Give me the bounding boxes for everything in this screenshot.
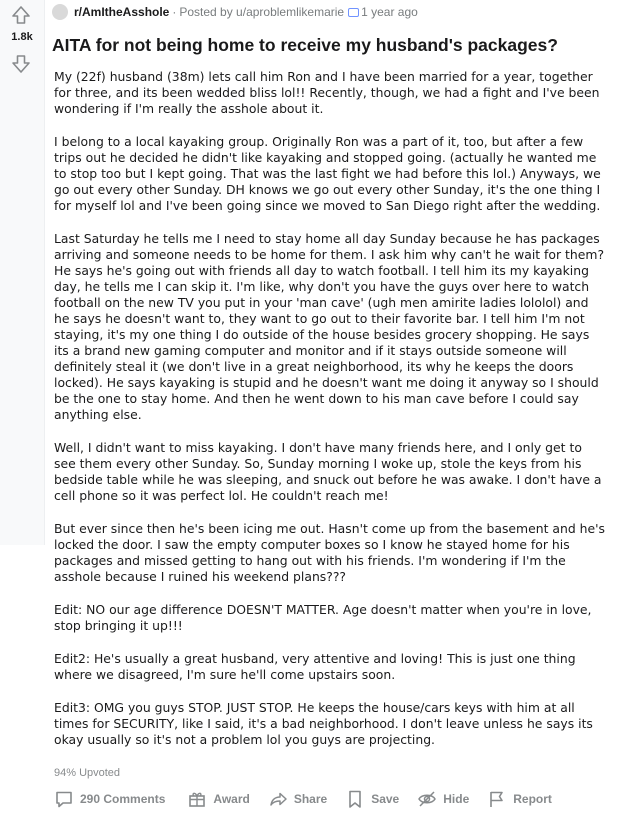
post-paragraph: Last Saturday he tells me I need to stay home all day Sunday because he has packages arriving and someone needs to be home for them. I ask him why can't he wait for them? He says he's going out with friends all day to watch football. I tell him its my kayaking day, he tells me I can skip it. I'm like, why don't you have the guys over here to watch football on the new TV you put in your 'man cave' (ugh men amirite ladies lololol) and he says he doesn't want to, they want to go out to their favorite bar. I tell him I'm not staying, it's my one thing I do outside of the house besides grocery shopping. He says its a brand new gaming computer and monitor and if it stays outside someone will definitely steal it (we don't live in a great neighborhood, its why he keeps the doors locked). He says kayaking is stupid and he doesn't want me doing it anyway so I should be the one to stay home. And then he went down to his man cave before I could say anything else. <box>54 231 605 422</box>
flag-icon <box>487 789 507 809</box>
post-paragraph: Well, I didn't want to miss kayaking. I don't have many friends here, and I only get to see them every other Sunday. So, Sunday morning I woke up, stole the keys from his bedside table while he was sleeping, and snuck out before he was awake. I don't have a cell phone so it was perfect lol. He couldn't reach me! <box>54 440 602 503</box>
downvote-button[interactable] <box>10 53 32 75</box>
vote-score: 1.8k <box>11 31 33 43</box>
post-paragraph: I belong to a local kayaking group. Originally Ron was a part of it, too, but after a few trips out he decided he didn't like kayaking and stopped going. (actually he wanted me to stop too but I kept going. That was the last fight we had before this lol.) Anyways, we go out every other Sunday. DH knows we go out every other Sunday, it's the one thing I for myself lol and I've been going since we moved to San Diego right after the wedding. <box>54 134 601 213</box>
share-arrow-icon <box>268 789 288 809</box>
post-paragraph: Edit3: OMG you guys STOP. JUST STOP. He keeps the house/cars keys with him at all times for SECURITY, like I said, it's a bad neighborhood. I don't leave unless he says its okay usually so it's not a problem lol you guys are projecting. <box>54 700 593 747</box>
post-age[interactable]: 1 year ago <box>361 5 418 19</box>
post-title[interactable]: AITA for not being home to receive my husband's packages? <box>52 35 558 55</box>
upvoted-percentage: 94% Upvoted <box>54 767 121 779</box>
save-label: Save <box>371 792 400 806</box>
gift-icon <box>187 789 207 809</box>
comments-label: 290 Comments <box>80 792 166 806</box>
downvote-arrow-icon <box>11 54 31 74</box>
post-meta <box>52 2 418 22</box>
post-body <box>54 69 607 765</box>
save-button[interactable] <box>345 789 399 809</box>
report-button[interactable] <box>487 789 552 809</box>
share-label: Share <box>293 792 328 806</box>
post-paragraph: My (22f) husband (38m) lets call him Ron and I have been married for a year, together for three, and its been wedded bliss lol!! Recently, though, we had a fight and I've been wondering if I'm really the asshole about it. <box>54 69 600 116</box>
post-paragraph: But ever since then he's been icing me out. Hasn't come up from the basement and he's locked the door. I saw the empty computer boxes so I know he stayed home for his packages and missed getting to hang out with his friends. I'm wondering if I'm the asshole because I ruined his weekend plans??? <box>54 521 605 584</box>
upvote-button[interactable] <box>10 4 32 26</box>
comments-button[interactable] <box>54 789 165 809</box>
post-actions-bar <box>54 786 570 812</box>
comment-bubble-icon <box>54 789 74 809</box>
report-label: Report <box>513 792 552 806</box>
subreddit-link[interactable]: r/AmItheAsshole <box>74 5 170 19</box>
post-paragraph: Edit: NO our age difference DOESN'T MATTER. Age doesn't matter when you're in love, stop bringing it up!!! <box>54 602 592 633</box>
eye-slash-icon <box>417 789 437 809</box>
meta-separator: · <box>172 5 177 19</box>
share-button[interactable] <box>268 789 327 809</box>
hide-label: Hide <box>443 792 470 806</box>
award-label: Award <box>213 792 250 806</box>
posted-by[interactable]: Posted by u/aproblemlikemarie <box>179 5 345 19</box>
upvote-arrow-icon <box>11 5 31 25</box>
post-paragraph: Edit2: He's usually a great husband, very attentive and loving! This is just one thing where we disagreed, I'm sure he'll come upstairs soon. <box>54 651 576 682</box>
vote-column <box>0 0 45 545</box>
subreddit-icon <box>52 4 68 20</box>
award-button[interactable] <box>187 789 249 809</box>
hide-button[interactable] <box>417 789 469 809</box>
award-badge-icon <box>348 8 359 17</box>
bookmark-icon <box>345 789 365 809</box>
